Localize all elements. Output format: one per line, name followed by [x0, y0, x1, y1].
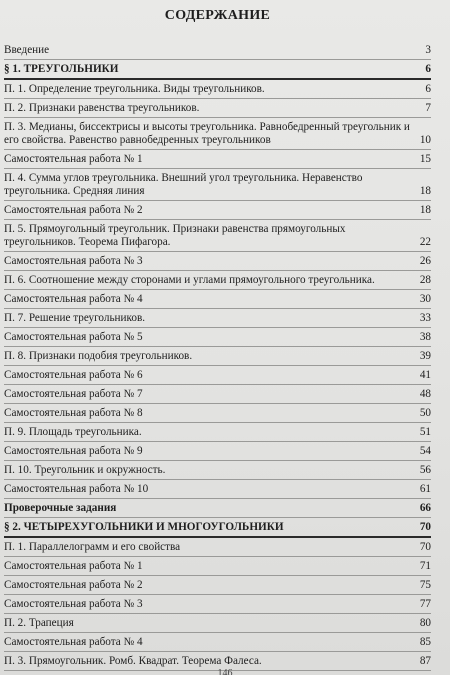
toc-entry: [4, 309, 431, 328]
toc-entry-label: П. 2. Признаки равенства треугольников.: [4, 102, 200, 114]
toc-entry-page: 39: [419, 350, 431, 362]
toc-entry-page: 30: [419, 293, 431, 305]
toc-entry-page: 61: [419, 483, 431, 495]
toc-entry-page: 41: [419, 369, 431, 381]
toc-entry-label: П. 1. Параллелограмм и его свойства: [4, 541, 181, 553]
toc-entry-title: [4, 560, 413, 573]
toc-entry-title: [4, 121, 413, 147]
toc-entry-page: 75: [419, 579, 431, 591]
table-of-contents: [4, 41, 431, 671]
toc-entry-page: 26: [419, 255, 431, 267]
toc-entry-label: Самостоятельная работа № 1: [4, 560, 143, 572]
toc-entry-title: [4, 521, 413, 534]
page-title: СОДЕРЖАНИЕ: [164, 8, 271, 23]
toc-entry-title: [4, 312, 413, 325]
toc-entry-page: 56: [419, 464, 431, 476]
toc-entry-label: Самостоятельная работа № 3: [4, 255, 143, 267]
toc-entry-label: Проверочные задания: [4, 502, 117, 514]
toc-entry-page: 10: [419, 134, 431, 146]
toc-entry: [4, 252, 431, 271]
toc-entry: [4, 271, 431, 290]
toc-entry-page: 51: [419, 426, 431, 438]
toc-entry-label: П. 2. Трапеция: [4, 617, 74, 629]
toc-entry-page: 80: [419, 617, 431, 629]
toc-entry-title: [4, 331, 413, 344]
toc-entry-label: Самостоятельная работа № 2: [4, 579, 143, 591]
toc-entry-page: 66: [419, 502, 431, 514]
toc-entry: [4, 595, 431, 614]
toc-entry-label: § 1. ТРЕУГОЛЬНИКИ: [4, 63, 119, 75]
toc-entry-label: П. 10. Треугольник и окружность.: [4, 464, 166, 476]
toc-entry-title: [4, 102, 413, 115]
toc-entry-title: [4, 274, 413, 287]
toc-entry-page: 33: [419, 312, 431, 324]
toc-entry: [4, 366, 431, 385]
toc-entry-label: П. 8. Признаки подобия треугольников.: [4, 350, 193, 362]
toc-entry-page: 22: [419, 236, 431, 248]
toc-entry-title: [4, 483, 413, 496]
toc-entry-title: [4, 407, 413, 420]
toc-entry-title: [4, 204, 413, 217]
toc-entry-label: Самостоятельная работа № 8: [4, 407, 143, 419]
toc-entry-label: Самостоятельная работа № 4: [4, 636, 143, 648]
toc-entry-label: Введение: [4, 44, 50, 56]
toc-entry: [4, 99, 431, 118]
toc-entry: [4, 538, 431, 557]
toc-entry-page: 87: [419, 655, 431, 667]
toc-entry-page: 71: [419, 560, 431, 572]
toc-entry-label: § 2. ЧЕТЫРЕХУГОЛЬНИКИ И МНОГОУГОЛЬНИКИ: [4, 521, 284, 533]
toc-entry-title: [4, 426, 413, 439]
toc-entry-label: Самостоятельная работа № 4: [4, 293, 143, 305]
toc-entry-title: [4, 579, 413, 592]
toc-entry-title: [4, 636, 413, 649]
toc-entry-label: Самостоятельная работа № 1: [4, 153, 143, 165]
toc-entry: [4, 150, 431, 169]
toc-entry: [4, 328, 431, 347]
toc-entry-page: 18: [419, 204, 431, 216]
toc-entry-page: 6: [425, 63, 431, 75]
toc-entry-label: П. 6. Соотношение между сторонами и углами прямоугольного треугольника.: [4, 274, 375, 286]
toc-entry: [4, 557, 431, 576]
toc-entry-title: [4, 223, 413, 249]
toc-entry-label: П. 7. Решение треугольников.: [4, 312, 146, 324]
toc-entry: [4, 423, 431, 442]
toc-entry: [4, 385, 431, 404]
toc-entry: [4, 41, 431, 60]
toc-entry-title: [4, 655, 413, 668]
toc-entry: [4, 404, 431, 423]
toc-entry-title: [4, 153, 413, 166]
toc-entry-label: Самостоятельная работа № 10: [4, 483, 149, 495]
toc-entry-page: 15: [419, 153, 431, 165]
toc-entry-label: П. 3. Медианы, биссектрисы и высоты треугольника. Равнобедренный треугольник и его свойства. Равенство равнобедренных треугольников: [4, 121, 410, 146]
toc-entry-page: 50: [419, 407, 431, 419]
toc-entry: [4, 480, 431, 499]
toc-entry-page: 48: [419, 388, 431, 400]
toc-entry-page: 3: [425, 44, 431, 56]
toc-entry: [4, 576, 431, 595]
toc-entry: [4, 220, 431, 252]
toc-entry-title: [4, 445, 413, 458]
toc-entry-title: [4, 44, 413, 57]
toc-entry-title: [4, 293, 413, 306]
toc-entry-label: П. 9. Площадь треугольника.: [4, 426, 142, 438]
toc-entry-page: 70: [419, 521, 431, 533]
toc-entry-page: 6: [425, 83, 431, 95]
toc-entry: [4, 347, 431, 366]
toc-entry-title: [4, 464, 413, 477]
toc-entry-title: [4, 617, 413, 630]
toc-entry-page: 85: [419, 636, 431, 648]
toc-entry-title: [4, 172, 413, 198]
toc-entry-label: Самостоятельная работа № 3: [4, 598, 143, 610]
toc-entry-page: 18: [419, 185, 431, 197]
toc-entry: [4, 60, 431, 80]
toc-entry: [4, 201, 431, 220]
toc-entry: [4, 518, 431, 538]
toc-entry: [4, 169, 431, 201]
toc-entry-page: 7: [425, 102, 431, 114]
toc-entry-label: Самостоятельная работа № 6: [4, 369, 143, 381]
toc-entry: [4, 461, 431, 480]
toc-entry-page: 70: [419, 541, 431, 553]
toc-entry-label: Самостоятельная работа № 9: [4, 445, 143, 457]
toc-entry-title: [4, 502, 413, 515]
toc-entry-title: [4, 255, 413, 268]
toc-entry: [4, 290, 431, 309]
toc-entry-page: 54: [419, 445, 431, 457]
toc-entry-title: [4, 598, 413, 611]
toc-entry-title: [4, 83, 413, 96]
toc-entry-label: П. 1. Определение треугольника. Виды треугольников.: [4, 83, 265, 95]
toc-entry: [4, 633, 431, 652]
toc-entry: [4, 118, 431, 150]
toc-entry: [4, 442, 431, 461]
toc-entry-label: П. 5. Прямоугольный треугольник. Признаки равенства прямоугольных треугольников. Теорема Пифагора.: [4, 223, 346, 248]
toc-entry: [4, 499, 431, 518]
toc-entry-page: 28: [419, 274, 431, 286]
toc-entry-label: Самостоятельная работа № 7: [4, 388, 143, 400]
toc-entry-page: 38: [419, 331, 431, 343]
toc-entry-label: П. 3. Прямоугольник. Ромб. Квадрат. Теорема Фалеса.: [4, 655, 262, 667]
toc-entry-title: [4, 388, 413, 401]
toc-entry-page: 77: [419, 598, 431, 610]
toc-entry: [4, 80, 431, 99]
toc-entry-title: [4, 369, 413, 382]
toc-entry-title: [4, 541, 413, 554]
toc-entry-label: П. 4. Сумма углов треугольника. Внешний угол треугольника. Неравенство треугольника. Средняя линия: [4, 172, 363, 197]
toc-entry-title: [4, 350, 413, 363]
toc-entry-label: Самостоятельная работа № 2: [4, 204, 143, 216]
toc-entry-label: Самостоятельная работа № 5: [4, 331, 143, 343]
page-number: 146: [217, 668, 233, 675]
toc-entry: [4, 614, 431, 633]
toc-entry-title: [4, 63, 413, 76]
